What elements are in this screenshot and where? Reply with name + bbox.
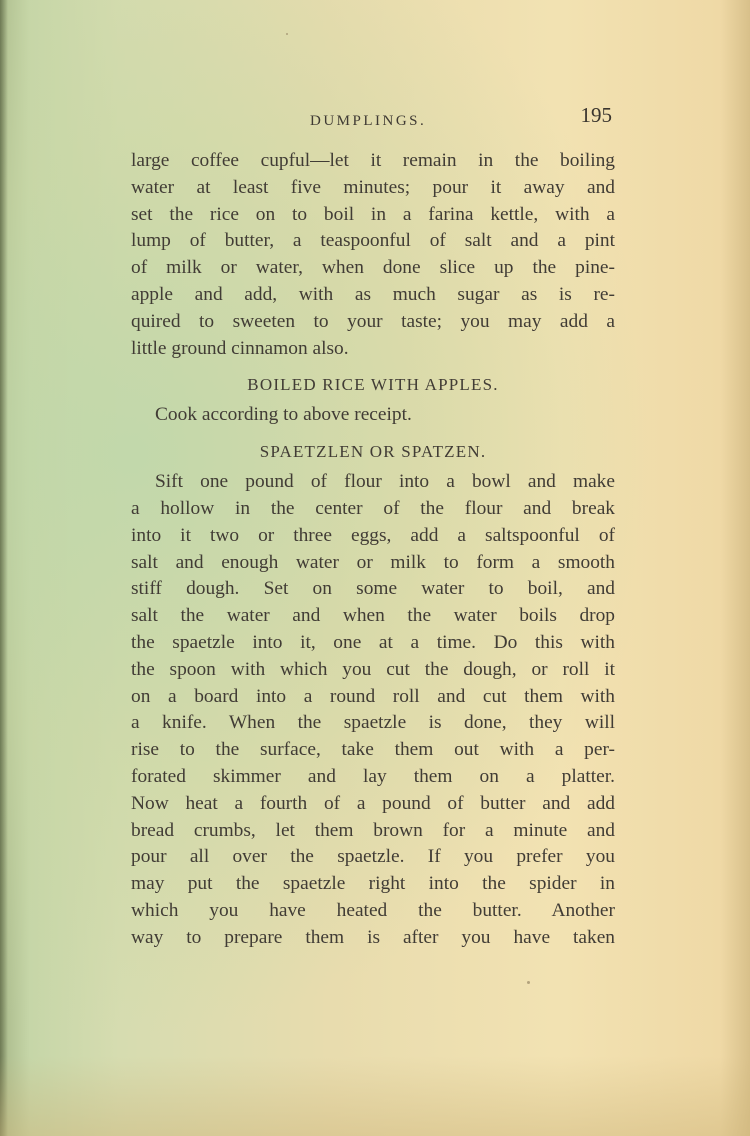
section-heading-boiled-rice: BOILED RICE WITH APPLES. xyxy=(247,375,499,395)
running-head: DUMPLINGS. xyxy=(310,113,427,129)
text-line: bread crumbs, let them brown for a minute and xyxy=(131,819,615,841)
text-line: large coffee cupful—let it remain in the boiling xyxy=(131,150,615,171)
page-header xyxy=(130,103,620,133)
text-line: a knife. When the spaetzle is done, they will xyxy=(131,712,615,734)
page-number: 195 xyxy=(580,103,612,127)
text-line: little ground cinnamon also. xyxy=(131,337,349,359)
text-line: quired to sweeten to your taste; you may add a xyxy=(131,310,615,332)
text-line: into it two or three eggs, add a saltspoonful of xyxy=(131,524,615,546)
text-line: may put the spaetzle right into the spider in xyxy=(131,873,615,895)
text-line: which you have heated the butter. Another xyxy=(131,899,615,921)
text-line: apple and add, with as much sugar as is re- xyxy=(131,283,615,305)
text-line: a hollow in the center of the flour and break xyxy=(131,497,615,519)
text-line: Now heat a fourth of a pound of butter and add xyxy=(131,792,615,814)
text-line: Sift one pound of flour into a bowl and make xyxy=(155,471,615,493)
paper-speck xyxy=(527,981,530,984)
text-line: lump of butter, a teaspoonful of salt and a pint xyxy=(131,230,615,252)
section-text-boiled-rice: Cook according to above receipt. xyxy=(155,404,412,426)
text-line: forated skimmer and lay them on a platter. xyxy=(131,765,615,787)
paper-speck xyxy=(286,33,288,35)
section-heading-spaetzlen: SPAETZLEN OR SPATZEN. xyxy=(259,442,487,462)
text-line: the spoon with which you cut the dough, or roll it xyxy=(131,658,615,680)
continued-paragraph xyxy=(131,148,615,362)
text-line: salt and enough water or milk to form a smooth xyxy=(131,551,615,573)
spaetzlen-paragraph xyxy=(131,469,615,951)
text-line: stiff dough. Set on some water to boil, and xyxy=(131,578,615,600)
text-line: rise to the surface, take them out with a per- xyxy=(131,739,615,761)
page-body xyxy=(131,148,615,952)
text-line: salt the water and when the water boils drop xyxy=(131,605,615,627)
text-line: pour all over the spaetzle. If you prefer you xyxy=(131,846,615,868)
text-line: water at least five minutes; pour it away and xyxy=(131,176,615,198)
text-line: of milk or water, when done slice up the pine- xyxy=(131,257,615,279)
text-line: the spaetzle into it, one at a time. Do this with xyxy=(131,631,615,653)
text-line: on a board into a round roll and cut them with xyxy=(131,685,615,707)
text-line: way to prepare them is after you have taken xyxy=(131,926,615,948)
text-line: set the rice on to boil in a farina kettle, with a xyxy=(131,203,615,225)
